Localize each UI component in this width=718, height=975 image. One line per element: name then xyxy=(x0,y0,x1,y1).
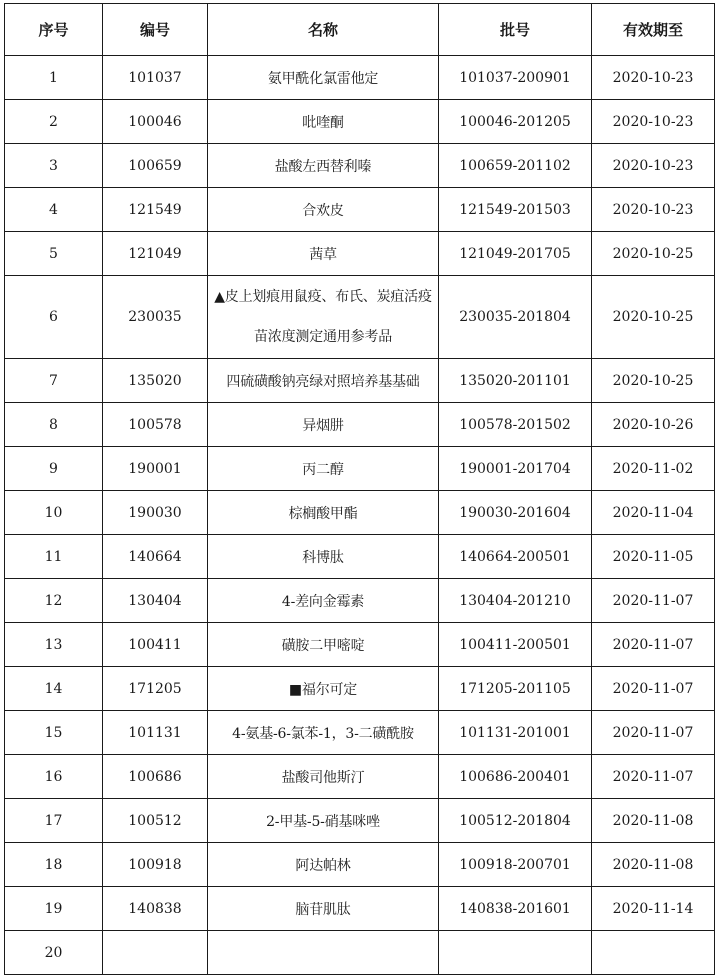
table-row xyxy=(5,491,715,535)
cell-serial-number: 2 xyxy=(5,100,103,144)
reference-standards-table xyxy=(4,3,715,975)
cell-batch-number: 100411-200501 xyxy=(439,623,592,667)
cell-code: 100686 xyxy=(103,755,208,799)
header-row xyxy=(5,4,715,56)
cell-expiry-date: 2020-10-23 xyxy=(592,100,715,144)
table-row xyxy=(5,100,715,144)
table-row-partial xyxy=(5,931,715,975)
cell-name: 异烟肼 xyxy=(208,403,439,447)
cell-batch-number: 171205-201105 xyxy=(439,667,592,711)
cell-batch-number: 101131-201001 xyxy=(439,711,592,755)
cell-serial-number: 17 xyxy=(5,799,103,843)
cell-serial-number: 6 xyxy=(5,276,103,359)
cell-serial-number: 14 xyxy=(5,667,103,711)
table-body xyxy=(5,56,715,975)
cell-serial-number: 1 xyxy=(5,56,103,100)
table-row xyxy=(5,887,715,931)
cell-code: 130404 xyxy=(103,579,208,623)
cell-name: ■福尔可定 xyxy=(208,667,439,711)
cell-batch-number: 100686-200401 xyxy=(439,755,592,799)
table-row xyxy=(5,144,715,188)
table-row xyxy=(5,56,715,100)
table-row xyxy=(5,799,715,843)
table-row xyxy=(5,843,715,887)
cell-name: 2-甲基-5-硝基咪唑 xyxy=(208,799,439,843)
cell-serial-number: 13 xyxy=(5,623,103,667)
cell-batch-number: 140838-201601 xyxy=(439,887,592,931)
table-row xyxy=(5,755,715,799)
table-row xyxy=(5,276,715,359)
cell-serial-number: 12 xyxy=(5,579,103,623)
cell-batch-number: 100918-200701 xyxy=(439,843,592,887)
cell-expiry-date xyxy=(592,931,715,975)
cell-name: 4-差向金霉素 xyxy=(208,579,439,623)
cell-code: 230035 xyxy=(103,276,208,359)
cell-batch-number xyxy=(439,931,592,975)
cell-name xyxy=(208,931,439,975)
table-row xyxy=(5,188,715,232)
header-code: 编号 xyxy=(103,4,208,56)
cell-expiry-date: 2020-11-07 xyxy=(592,667,715,711)
cell-batch-number: 230035-201804 xyxy=(439,276,592,359)
cell-serial-number: 8 xyxy=(5,403,103,447)
cell-name: 吡喹酮 xyxy=(208,100,439,144)
cell-name: 磺胺二甲嘧啶 xyxy=(208,623,439,667)
cell-expiry-date: 2020-11-04 xyxy=(592,491,715,535)
table-row xyxy=(5,535,715,579)
table-row xyxy=(5,447,715,491)
cell-code: 190001 xyxy=(103,447,208,491)
cell-serial-number: 7 xyxy=(5,359,103,403)
cell-serial-number: 15 xyxy=(5,711,103,755)
cell-serial-number: 5 xyxy=(5,232,103,276)
header-expiry-date: 有效期至 xyxy=(592,4,715,56)
cell-batch-number: 121549-201503 xyxy=(439,188,592,232)
cell-serial-number: 18 xyxy=(5,843,103,887)
cell-name: 氨甲酰化氯雷他定 xyxy=(208,56,439,100)
cell-batch-number: 190030-201604 xyxy=(439,491,592,535)
cell-code: 135020 xyxy=(103,359,208,403)
cell-code: 140838 xyxy=(103,887,208,931)
cell-expiry-date: 2020-10-25 xyxy=(592,276,715,359)
cell-batch-number: 121049-201705 xyxy=(439,232,592,276)
table-row xyxy=(5,711,715,755)
cell-batch-number: 130404-201210 xyxy=(439,579,592,623)
cell-name: 4-氨基-6-氯苯-1，3-二磺酰胺 xyxy=(208,711,439,755)
cell-batch-number: 140664-200501 xyxy=(439,535,592,579)
cell-expiry-date: 2020-11-02 xyxy=(592,447,715,491)
cell-expiry-date: 2020-11-05 xyxy=(592,535,715,579)
cell-code xyxy=(103,931,208,975)
cell-expiry-date: 2020-10-23 xyxy=(592,56,715,100)
cell-code: 121049 xyxy=(103,232,208,276)
cell-name: 脑苷肌肽 xyxy=(208,887,439,931)
cell-expiry-date: 2020-11-14 xyxy=(592,887,715,931)
header-batch-number: 批号 xyxy=(439,4,592,56)
cell-expiry-date: 2020-10-25 xyxy=(592,232,715,276)
cell-code: 171205 xyxy=(103,667,208,711)
cell-expiry-date: 2020-11-08 xyxy=(592,843,715,887)
cell-batch-number: 190001-201704 xyxy=(439,447,592,491)
cell-expiry-date: 2020-11-07 xyxy=(592,755,715,799)
cell-expiry-date: 2020-11-07 xyxy=(592,711,715,755)
cell-code: 100578 xyxy=(103,403,208,447)
cell-serial-number: 16 xyxy=(5,755,103,799)
cell-batch-number: 100578-201502 xyxy=(439,403,592,447)
cell-name: 茜草 xyxy=(208,232,439,276)
cell-expiry-date: 2020-10-26 xyxy=(592,403,715,447)
cell-batch-number: 100046-201205 xyxy=(439,100,592,144)
cell-name: 盐酸左西替利嗪 xyxy=(208,144,439,188)
table-header xyxy=(5,4,715,56)
header-serial-number: 序号 xyxy=(5,4,103,56)
cell-expiry-date: 2020-10-23 xyxy=(592,188,715,232)
cell-code: 100659 xyxy=(103,144,208,188)
cell-name: 合欢皮 xyxy=(208,188,439,232)
cell-code: 190030 xyxy=(103,491,208,535)
table-row xyxy=(5,359,715,403)
cell-serial-number: 10 xyxy=(5,491,103,535)
cell-code: 101037 xyxy=(103,56,208,100)
table-row xyxy=(5,403,715,447)
cell-code: 100411 xyxy=(103,623,208,667)
cell-serial-number: 11 xyxy=(5,535,103,579)
cell-code: 100046 xyxy=(103,100,208,144)
cell-expiry-date: 2020-10-23 xyxy=(592,144,715,188)
cell-batch-number: 100512-201804 xyxy=(439,799,592,843)
cell-name: 四硫磺酸钠亮绿对照培养基基础 xyxy=(208,359,439,403)
table-row xyxy=(5,232,715,276)
cell-serial-number: 19 xyxy=(5,887,103,931)
table-row xyxy=(5,579,715,623)
cell-name: 盐酸司他斯汀 xyxy=(208,755,439,799)
cell-serial-number: 4 xyxy=(5,188,103,232)
cell-batch-number: 101037-200901 xyxy=(439,56,592,100)
cell-code: 100512 xyxy=(103,799,208,843)
cell-code: 121549 xyxy=(103,188,208,232)
cell-serial-number: 3 xyxy=(5,144,103,188)
cell-expiry-date: 2020-11-07 xyxy=(592,623,715,667)
cell-code: 101131 xyxy=(103,711,208,755)
cell-name: 阿达帕林 xyxy=(208,843,439,887)
table-row xyxy=(5,623,715,667)
cell-batch-number: 100659-201102 xyxy=(439,144,592,188)
cell-expiry-date: 2020-11-07 xyxy=(592,579,715,623)
cell-expiry-date: 2020-10-25 xyxy=(592,359,715,403)
cell-expiry-date: 2020-11-08 xyxy=(592,799,715,843)
cell-name: ▲皮上划痕用鼠疫、布氏、炭疽活疫苗浓度测定通用参考品 xyxy=(208,276,439,359)
cell-code: 100918 xyxy=(103,843,208,887)
cell-name: 棕榈酸甲酯 xyxy=(208,491,439,535)
table-row xyxy=(5,667,715,711)
cell-serial-number: 9 xyxy=(5,447,103,491)
cell-batch-number: 135020-201101 xyxy=(439,359,592,403)
cell-name: 科博肽 xyxy=(208,535,439,579)
cell-code: 140664 xyxy=(103,535,208,579)
cell-name: 丙二醇 xyxy=(208,447,439,491)
cell-serial-number: 20 xyxy=(5,931,103,975)
header-name: 名称 xyxy=(208,4,439,56)
